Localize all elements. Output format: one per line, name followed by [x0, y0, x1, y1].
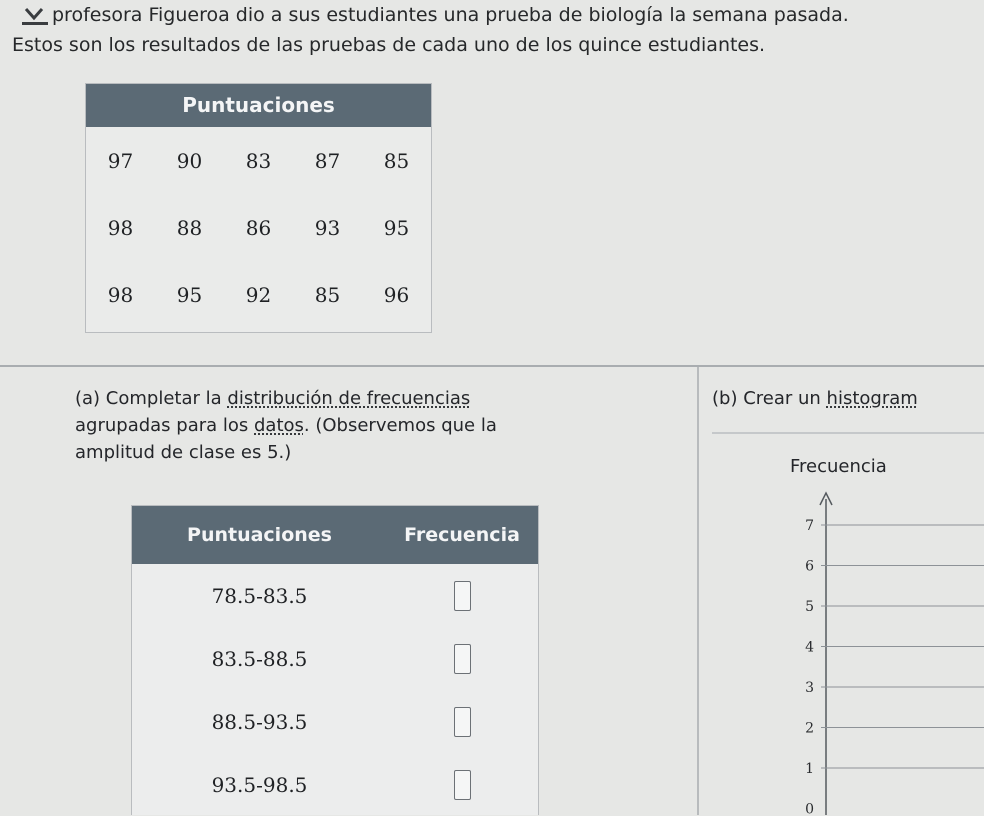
- y-tick-label: 5: [805, 599, 814, 615]
- y-tick-label: 3: [805, 680, 814, 696]
- section-divider: [0, 365, 984, 367]
- frequency-input[interactable]: [454, 770, 471, 800]
- frequency-table-header: [132, 506, 538, 564]
- frequency-table: [131, 505, 539, 815]
- part-b-instructions: [712, 385, 984, 412]
- scores-table: [85, 83, 432, 333]
- score-cell: 85: [383, 148, 410, 173]
- class-range: 88.5-93.5: [211, 709, 308, 734]
- part-a-prefix: (a) Completar la: [75, 388, 228, 409]
- score-cell: 95: [176, 282, 203, 307]
- y-tick-label: 1: [805, 761, 814, 777]
- column-divider: [697, 367, 699, 815]
- frequency-cell: [387, 581, 537, 611]
- score-cell: 87: [314, 148, 341, 173]
- histogram-axes[interactable]: [780, 485, 984, 815]
- score-cell: 95: [383, 215, 410, 240]
- intro-line-1: profesora Figueroa dio a sus estudiantes una prueba de biología la semana pasada.: [52, 4, 849, 26]
- part-a-instructions: [75, 385, 675, 466]
- table-row: [132, 627, 538, 690]
- table-row: [132, 753, 538, 816]
- score-cell: 98: [107, 282, 134, 307]
- frequency-cell: [387, 770, 537, 800]
- table-row: [86, 261, 431, 328]
- histogram-link[interactable]: histogram: [826, 388, 918, 409]
- part-a-mid: agrupadas para los: [75, 415, 254, 436]
- score-cell: 93: [314, 215, 341, 240]
- part-a-line-2: [75, 412, 675, 439]
- frequency-cell: [387, 644, 537, 674]
- score-cell: 83: [245, 148, 272, 173]
- problem-statement: [12, 0, 984, 60]
- frequency-input[interactable]: [454, 644, 471, 674]
- y-tick-label: 4: [805, 639, 814, 656]
- y-tick-label: 7: [805, 518, 814, 534]
- intro-line-2: Estos son los resultados de las pruebas de cada uno de los quince estudiantes.: [12, 34, 766, 56]
- y-tick-label: 0: [805, 801, 814, 815]
- score-cell: 88: [176, 215, 203, 240]
- header-scores: Puntuaciones: [187, 524, 332, 546]
- table-row: [132, 690, 538, 753]
- part-a-line-3: amplitud de clase es 5.): [75, 442, 292, 463]
- class-range: 93.5-98.5: [211, 772, 308, 797]
- part-b-prefix: (b) Crear un: [712, 388, 827, 409]
- score-cell: 86: [245, 215, 272, 240]
- score-cell: 90: [176, 148, 203, 173]
- score-cell: 92: [245, 282, 272, 307]
- histogram-y-label: Frecuencia: [790, 456, 887, 477]
- table-row: [86, 194, 431, 261]
- score-cell: 96: [383, 282, 410, 307]
- frequency-cell: [387, 707, 537, 737]
- part-a-line-1: [75, 385, 675, 412]
- part-a-suffix: . (Observemos que la: [303, 415, 497, 436]
- data-link[interactable]: datos: [254, 415, 304, 436]
- collapse-chevron-icon[interactable]: [22, 3, 50, 25]
- header-frequency: Frecuencia: [404, 524, 520, 546]
- class-range: 83.5-88.5: [211, 646, 308, 671]
- table-row: [86, 127, 431, 194]
- histogram-header-rule: [712, 432, 984, 434]
- table-row: [132, 564, 538, 627]
- score-cell: 98: [107, 215, 134, 240]
- class-range: 78.5-83.5: [211, 583, 308, 608]
- score-cell: 97: [107, 148, 134, 173]
- frequency-input[interactable]: [454, 707, 471, 737]
- y-tick-label: 2: [805, 720, 814, 737]
- y-tick-label: 6: [805, 558, 814, 575]
- frequency-input[interactable]: [454, 581, 471, 611]
- scores-table-header: Puntuaciones: [86, 84, 431, 127]
- score-cell: 85: [314, 282, 341, 307]
- frequency-distribution-link[interactable]: distribución de frecuencias: [227, 388, 471, 409]
